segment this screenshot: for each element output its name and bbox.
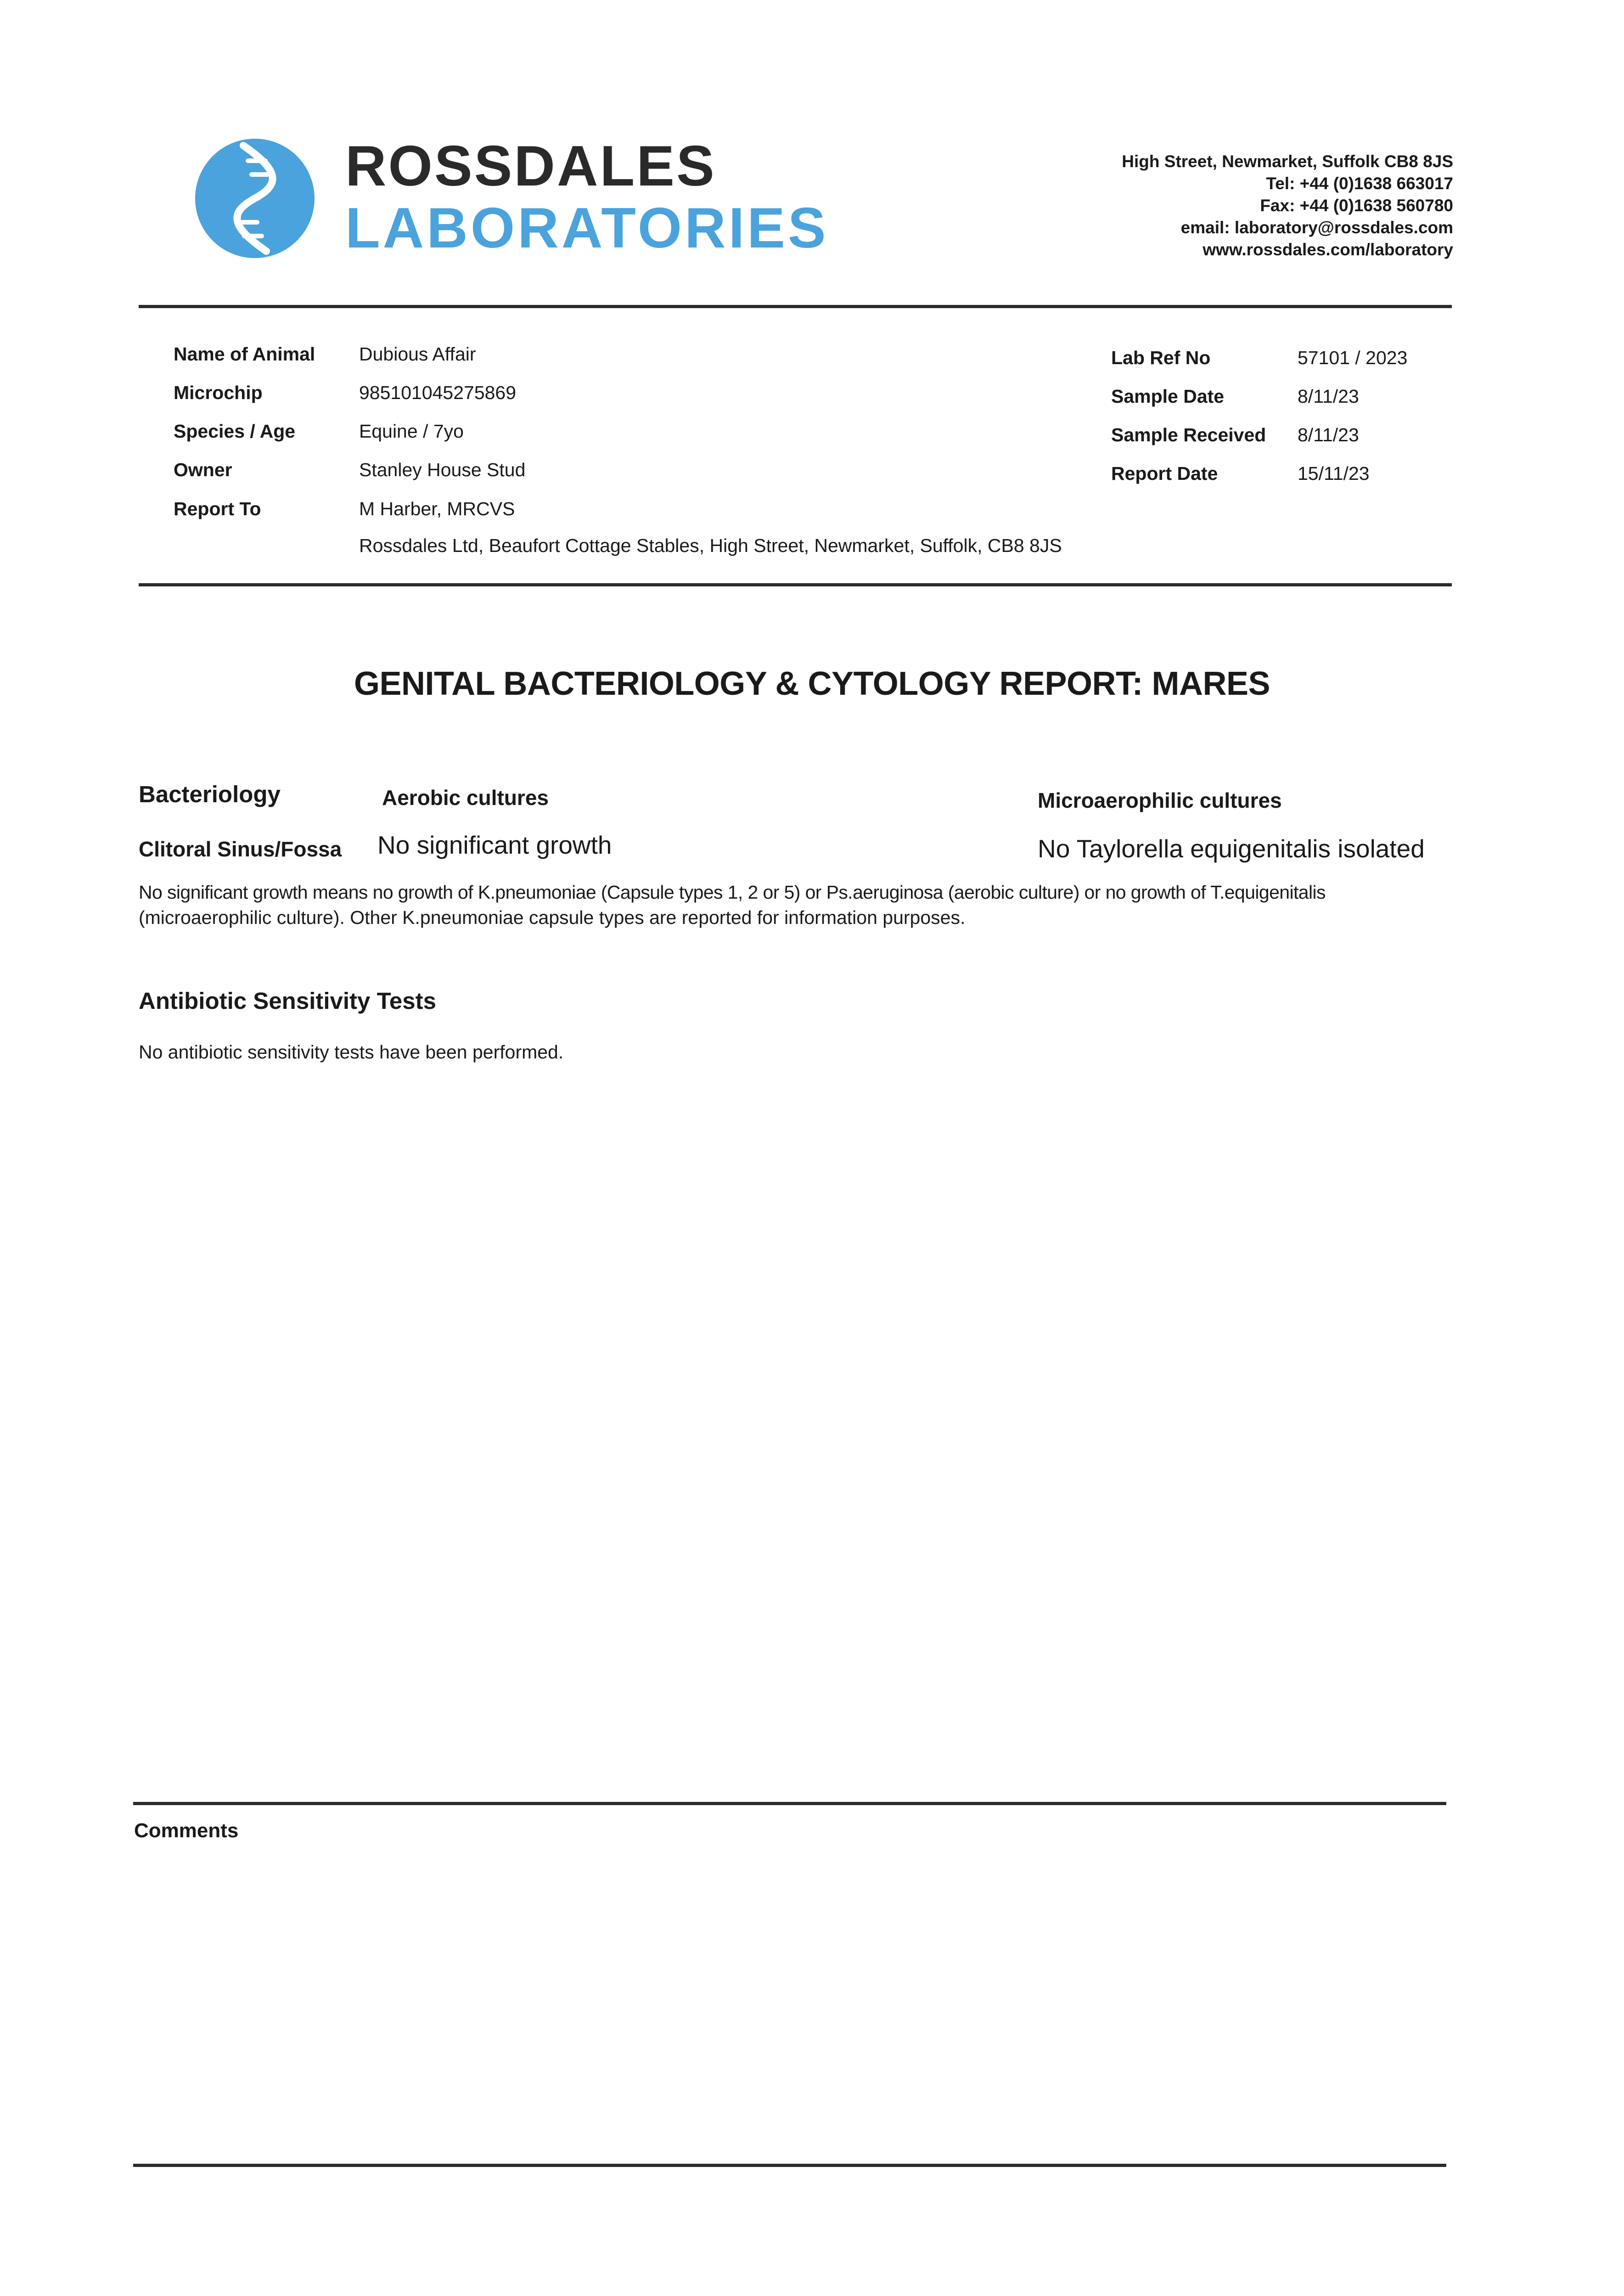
report-date-label: Report Date [1111,463,1218,484]
brand-name: ROSSDALES [345,135,716,198]
sample-received-label: Sample Received [1111,424,1266,445]
report-to-address: Rossdales Ltd, Beaufort Cottage Stables, High Street, Newmarket, Suffolk, CB8 8JS [359,535,1062,556]
name-of-animal-label: Name of Animal [174,343,315,365]
report-date-value: 15/11/23 [1298,463,1370,484]
microaerophilic-cultures-heading: Microaerophilic cultures [1038,788,1282,812]
owner-value: Stanley House Stud [359,459,526,480]
owner-label: Owner [174,459,232,480]
dna-logo-icon [193,134,317,263]
report-to-label: Report To [174,498,261,519]
comments-heading: Comments [134,1819,239,1842]
bacteriology-note [139,880,1470,930]
address-fax: Fax: +44 (0)1638 560780 [1260,196,1453,215]
info-divider [139,583,1452,586]
footer-divider [133,2164,1446,2167]
species-age-label: Species / Age [174,421,296,442]
species-age-value: Equine / 7yo [359,421,464,442]
sample-received-value: 8/11/23 [1298,424,1359,445]
microchip-value: 985101045275869 [359,382,517,403]
lab-ref-label: Lab Ref No [1111,347,1211,368]
name-of-animal-value: Dubious Affair [359,343,476,365]
brand-subtitle: LABORATORIES [345,197,829,260]
bacteriology-note-line-2: (microaerophilic culture). Other K.pneumoniae capsule types are reported for information purposes. [139,907,966,928]
sample-date-value: 8/11/23 [1298,386,1359,407]
address-street: High Street, Newmarket, Suffolk CB8 8JS [1122,152,1453,171]
microaerophilic-result: No Taylorella equigenitalis isolated [1038,834,1425,863]
aerobic-result: No significant growth [377,831,612,859]
address-website: www.rossdales.com/laboratory [1203,240,1453,259]
microchip-label: Microchip [174,382,263,403]
comments-divider [133,1802,1446,1805]
sample-date-label: Sample Date [1111,386,1225,407]
report-to-value: M Harber, MRCVS [359,498,515,519]
header-divider [139,305,1452,308]
sample-site-label: Clitoral Sinus/Fossa [139,837,342,861]
report-title: GENITAL BACTERIOLOGY & CYTOLOGY REPORT: MARES [354,665,1270,702]
antibiotic-text: No antibiotic sensitivity tests have been performed. [139,1041,564,1063]
address-tel: Tel: +44 (0)1638 663017 [1266,174,1453,193]
aerobic-cultures-heading: Aerobic cultures [382,786,549,810]
lab-address [1122,151,1453,261]
bacteriology-heading: Bacteriology [139,781,281,807]
lab-ref-value: 57101 / 2023 [1298,347,1408,368]
bacteriology-note-line-1: No significant growth means no growth of K.pneumoniae (Capsule types 1, 2 or 5) or Ps.aeruginosa (aerobic culture) or no growth of T.equigenitalis [139,882,1326,903]
address-email: email: laboratory@rossdales.com [1180,218,1453,237]
antibiotic-heading: Antibiotic Sensitivity Tests [139,988,437,1014]
